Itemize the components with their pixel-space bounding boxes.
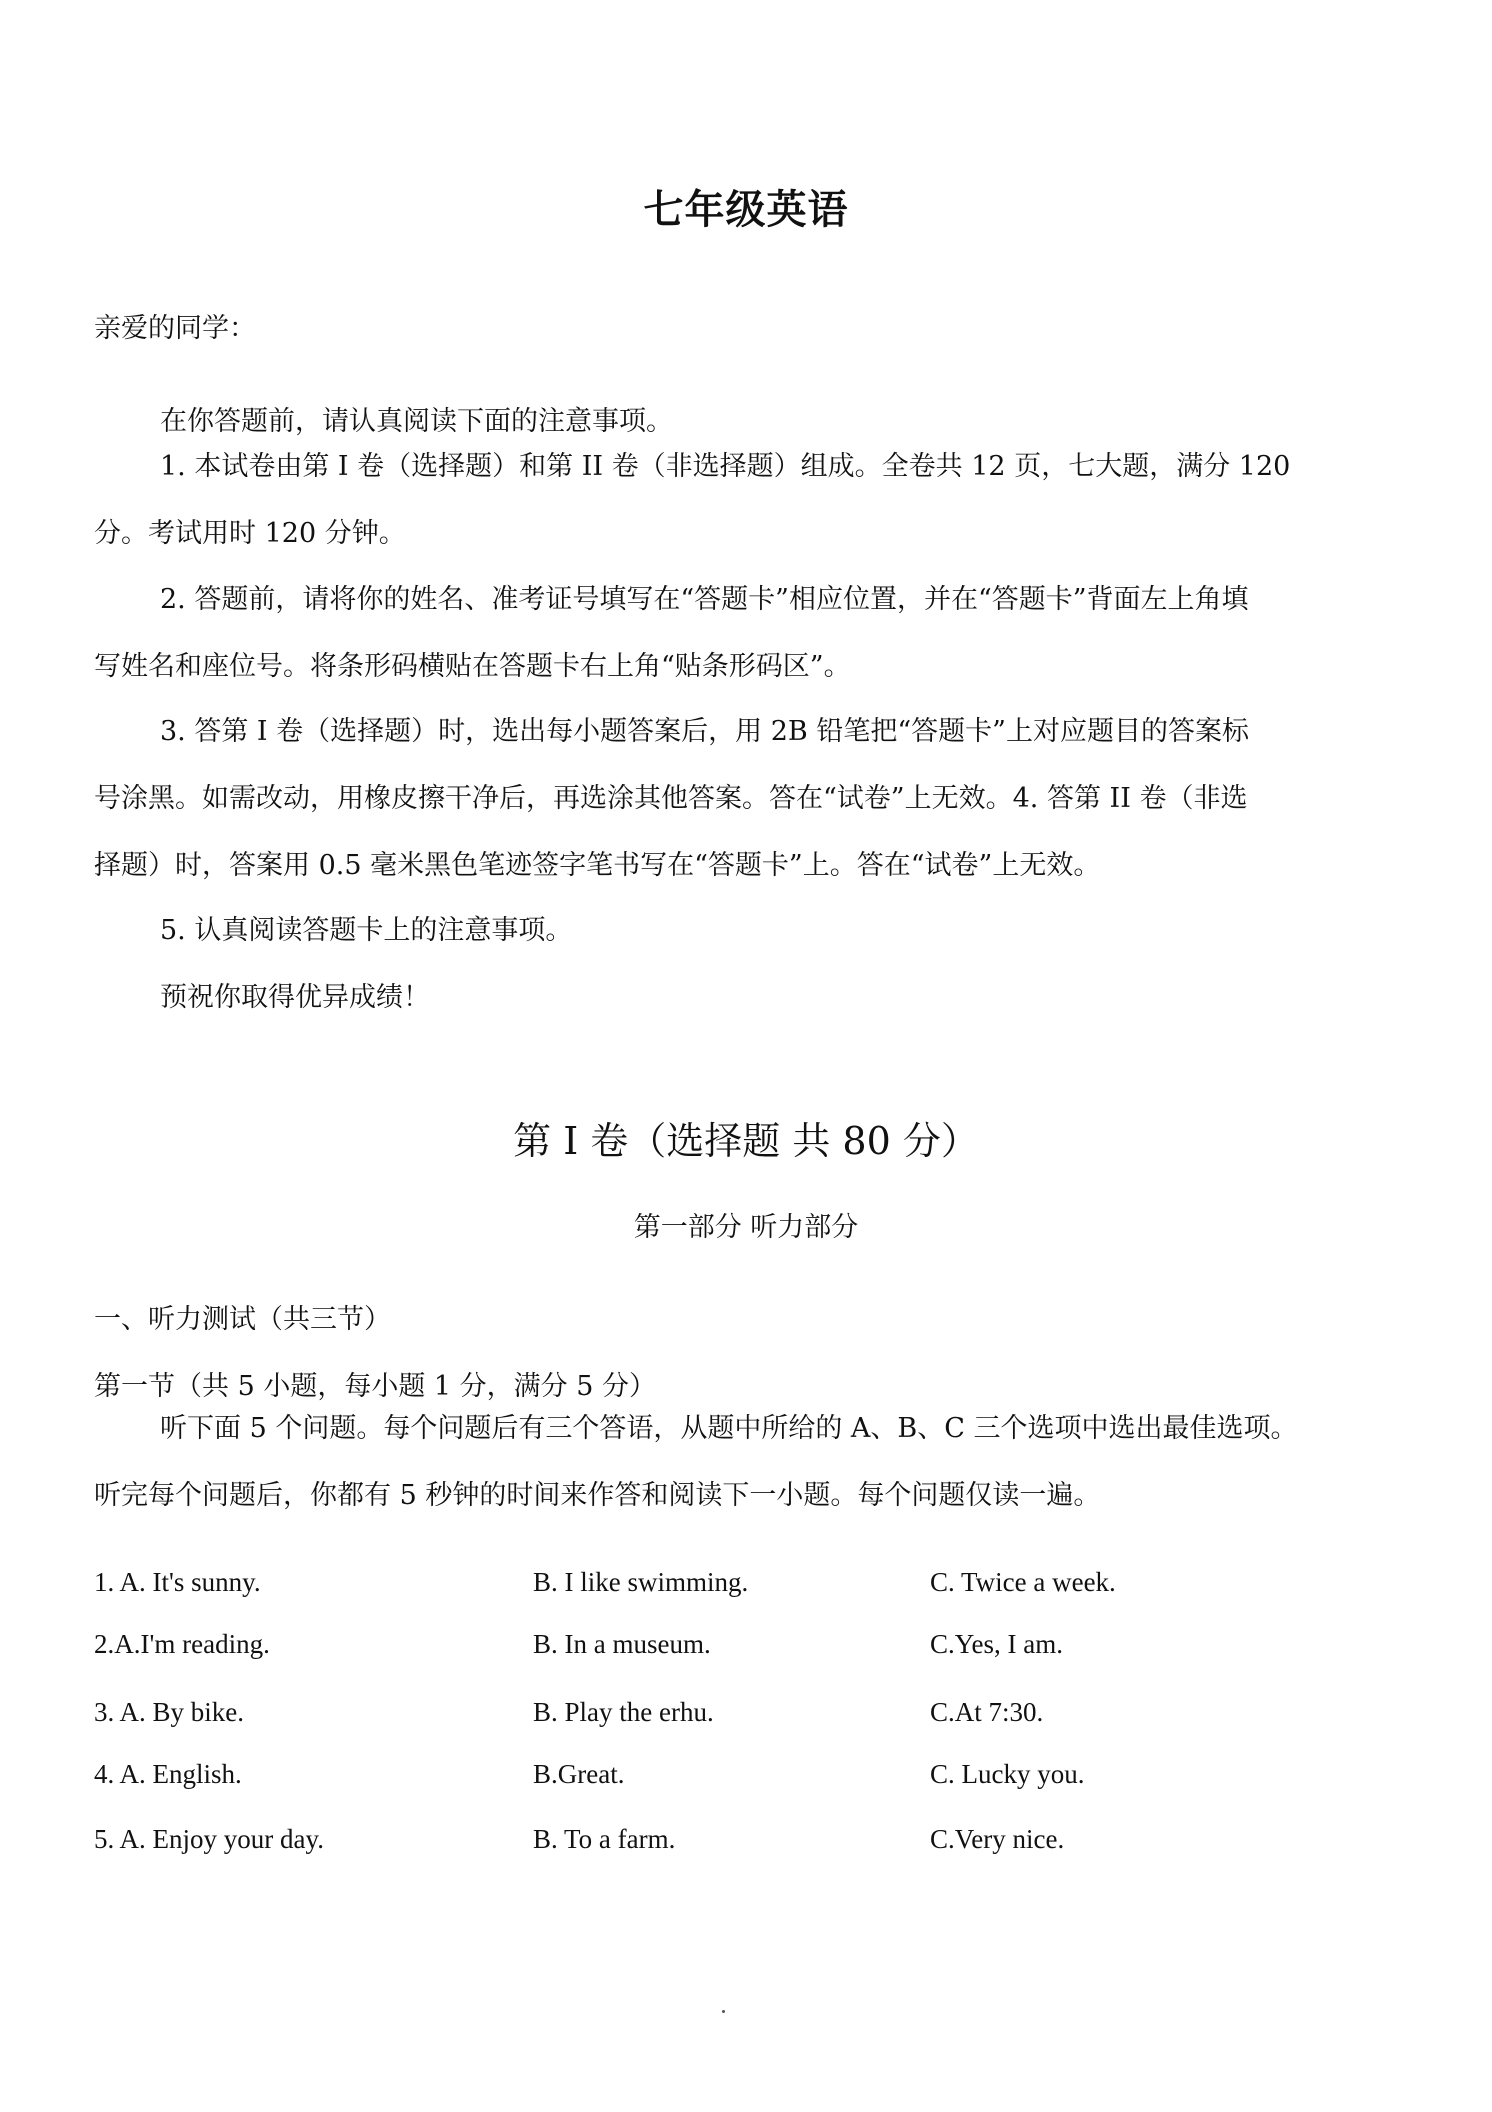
- option-c: C.Very nice.: [930, 1824, 1065, 1854]
- notice-item-1-line2: 分。考试用时 120 分钟。: [94, 518, 406, 549]
- question-row: [0, 1629, 1492, 1669]
- notice-item-2: [94, 566, 1328, 700]
- option-b: B. To a farm.: [533, 1824, 676, 1854]
- question-row: [0, 1759, 1492, 1799]
- notice-item-5: 5. 认真阅读答题卡上的注意事项。: [160, 915, 573, 946]
- listening-heading: 一、听力测试（共三节）: [94, 1304, 391, 1335]
- listening-instructions: [94, 1395, 1328, 1529]
- notice-item-3-line2: 号涂黑。如需改动，用橡皮擦干净后，再选涂其他答案。答在“试卷”上无效。4. 答第 II 卷（非选: [94, 783, 1248, 814]
- instructions-line1: 听下面 5 个问题。每个问题后有三个答语，从题中所给的 A、B、C 三个选项中选出最佳选项。: [160, 1413, 1298, 1444]
- wish-text: 预祝你取得优异成绩！: [160, 982, 430, 1013]
- question-row: [0, 1824, 1492, 1864]
- part-title: 第一部分 听力部分: [633, 1212, 859, 1243]
- option-c: C. Lucky you.: [930, 1759, 1085, 1789]
- greeting: 亲爱的同学：: [94, 313, 256, 344]
- notice-item-3: [94, 698, 1328, 899]
- option-b: B. In a museum.: [533, 1629, 711, 1659]
- notice-item-2-line2: 写姓名和座位号。将条形码横贴在答题卡右上角“贴条形码区”。: [94, 651, 851, 682]
- option-a: 5. A. Enjoy your day.: [94, 1824, 324, 1854]
- option-a: 1. A. It's sunny.: [94, 1567, 261, 1597]
- option-c: C.Yes, I am.: [930, 1629, 1064, 1659]
- notice-item-3-line3: 择题）时，答案用 0.5 毫米黑色笔迹签字笔书写在“答题卡”上。答在“试卷”上无效。: [94, 850, 1101, 881]
- option-b: B. Play the erhu.: [533, 1697, 714, 1727]
- page-title: 七年级英语: [643, 186, 849, 233]
- section-title: 第 I 卷（选择题 共 80 分）: [513, 1119, 979, 1163]
- question-row: [0, 1697, 1492, 1737]
- scan-speck: [722, 2010, 725, 2013]
- notice-item-1: [94, 433, 1328, 567]
- option-a: 3. A. By bike.: [94, 1697, 245, 1727]
- option-a: 4. A. English.: [94, 1759, 242, 1789]
- notice-item-2-line1: 2. 答题前，请将你的姓名、准考证号填写在“答题卡”相应位置，并在“答题卡”背面左上角填: [160, 584, 1249, 615]
- option-a: 2.A.I'm reading.: [94, 1629, 270, 1659]
- notice-item-1-line1: 1. 本试卷由第 I 卷（选择题）和第 II 卷（非选择题）组成。全卷共 12 页，七大题，满分 120: [160, 451, 1291, 482]
- question-row: [0, 1567, 1492, 1607]
- option-c: C.At 7:30.: [930, 1697, 1044, 1727]
- option-b: B.Great.: [533, 1759, 625, 1789]
- listening-subheading: 第一节（共 5 小题，每小题 1 分，满分 5 分）: [94, 1371, 657, 1402]
- notice-item-3-line1: 3. 答第 I 卷（选择题）时，选出每小题答案后，用 2B 铅笔把“答题卡”上对应题目的答案标: [160, 716, 1249, 747]
- option-b: B. I like swimming.: [533, 1567, 749, 1597]
- notice-intro: 在你答题前，请认真阅读下面的注意事项。: [160, 406, 673, 437]
- instructions-line2: 听完每个问题后，你都有 5 秒钟的时间来作答和阅读下一小题。每个问题仅读一遍。: [94, 1480, 1101, 1511]
- option-c: C. Twice a week.: [930, 1567, 1116, 1597]
